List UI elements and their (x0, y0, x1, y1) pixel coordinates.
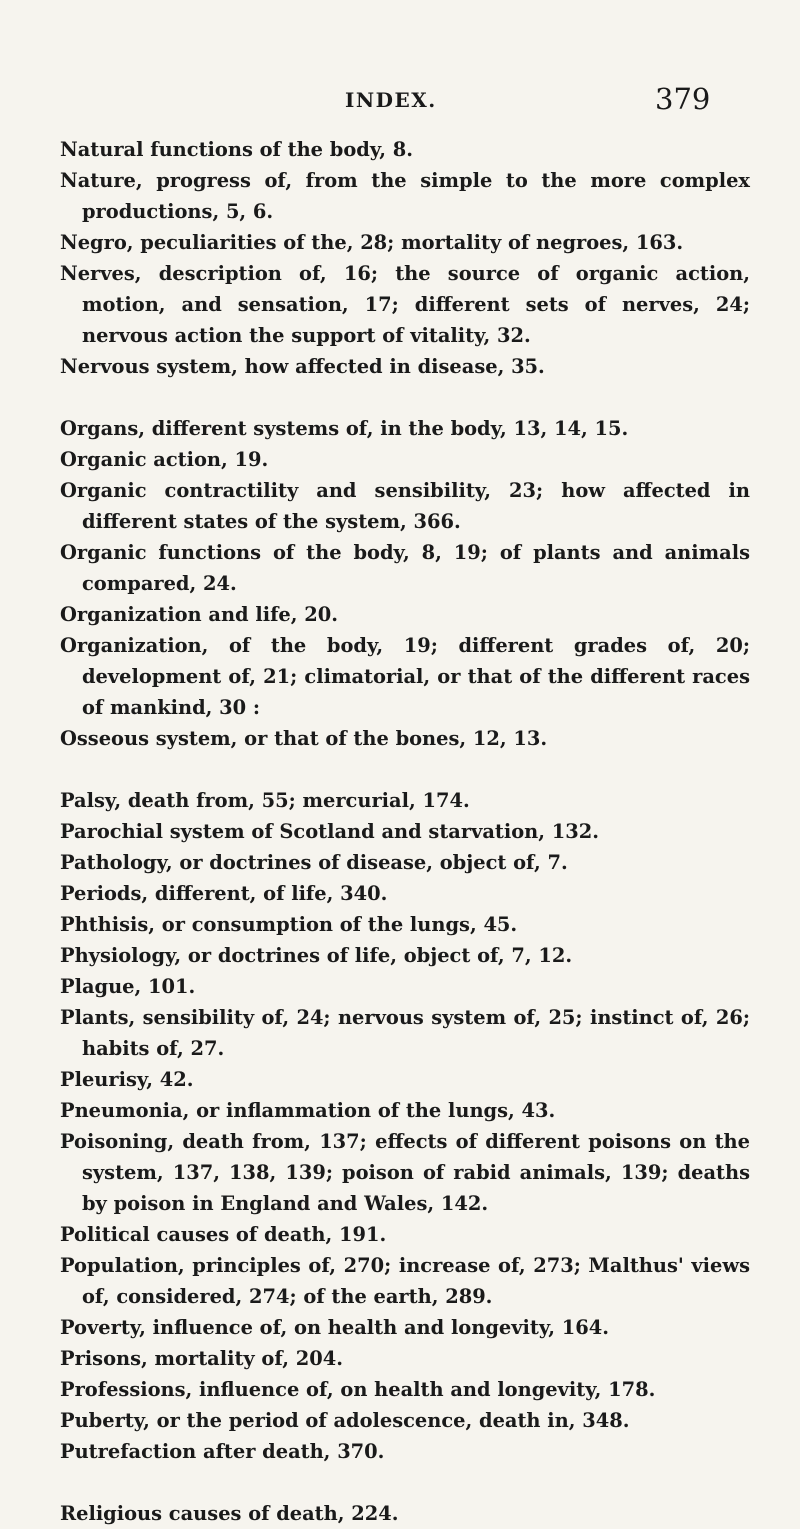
index-entry: Plague, 101. (60, 975, 196, 998)
index-entry: Organic contractility and sensibility, 23; how affected in different states of the system, 366. (60, 479, 750, 533)
index-entry: Osseous system, or that of the bones, 12, 13. (60, 727, 548, 750)
index-entry: Phthisis, or consumption of the lungs, 45. (60, 913, 518, 936)
index-entry: Plants, sensibility of, 24; nervous system of, 25; instinct of, 26; habits of, 27. (60, 1006, 750, 1060)
index-section (60, 413, 750, 754)
index-body (60, 134, 750, 1529)
index-entry: Prisons, mortality of, 204. (60, 1347, 344, 1370)
index-entry: Natural functions of the body, 8. (60, 138, 413, 161)
index-entry: Nature, progress of, from the simple to the more complex productions, 5, 6. (60, 169, 750, 223)
index-entry: Religious causes of death, 224. (60, 1502, 399, 1525)
index-entry: Nervous system, how affected in disease, 35. (60, 355, 545, 378)
index-entry: Physiology, or doctrines of life, object of, 7, 12. (60, 944, 573, 967)
index-entry: Puberty, or the period of adolescence, death in, 348. (60, 1409, 630, 1432)
index-entry: Putrefaction after death, 370. (60, 1440, 385, 1463)
index-section (60, 1498, 750, 1529)
index-entry: Negro, peculiarities of the, 28; mortality of negroes, 163. (60, 231, 684, 254)
index-entry: Population, principles of, 270; increase of, 273; Malthus' views of, considered, 274; of the earth, 289. (60, 1254, 750, 1308)
page-number: 379 (655, 82, 711, 116)
index-entry: Professions, influence of, on health and longevity, 178. (60, 1378, 656, 1401)
index-entry: Poverty, influence of, on health and longevity, 164. (60, 1316, 609, 1339)
index-entry: Parochial system of Scotland and starvation, 132. (60, 820, 599, 843)
index-entry: Political causes of death, 191. (60, 1223, 387, 1246)
index-section (60, 785, 750, 1467)
index-entry: Palsy, death from, 55; mercurial, 174. (60, 789, 470, 812)
page-header (0, 84, 800, 124)
index-entry: Pleurisy, 42. (60, 1068, 194, 1091)
index-entry: Organic functions of the body, 8, 19; of plants and animals compared, 24. (60, 541, 750, 595)
index-entry: Organs, different systems of, in the body, 13, 14, 15. (60, 417, 629, 440)
index-entry: Pneumonia, or inflammation of the lungs, 43. (60, 1099, 556, 1122)
index-entry: Poisoning, death from, 137; effects of different poisons on the system, 137, 138, 139; poison of rabid animals, 139; deaths by poison in England and Wales, 142. (60, 1130, 750, 1215)
index-entry: Organization and life, 20. (60, 603, 338, 626)
index-entry: Organization, of the body, 19; different grades of, 20; development of, 21; climatorial, or that of the different races of mankind, 30 : (60, 634, 750, 719)
running-title: INDEX. (345, 88, 437, 112)
index-entry: Nerves, description of, 16; the source of organic action, motion, and sensation, 17; different sets of nerves, 24; nervous action the support of vitality, 32. (60, 262, 750, 347)
index-entry: Pathology, or doctrines of disease, object of, 7. (60, 851, 568, 874)
index-section (60, 134, 750, 382)
index-entry: Organic action, 19. (60, 448, 269, 471)
index-entry: Periods, different, of life, 340. (60, 882, 388, 905)
